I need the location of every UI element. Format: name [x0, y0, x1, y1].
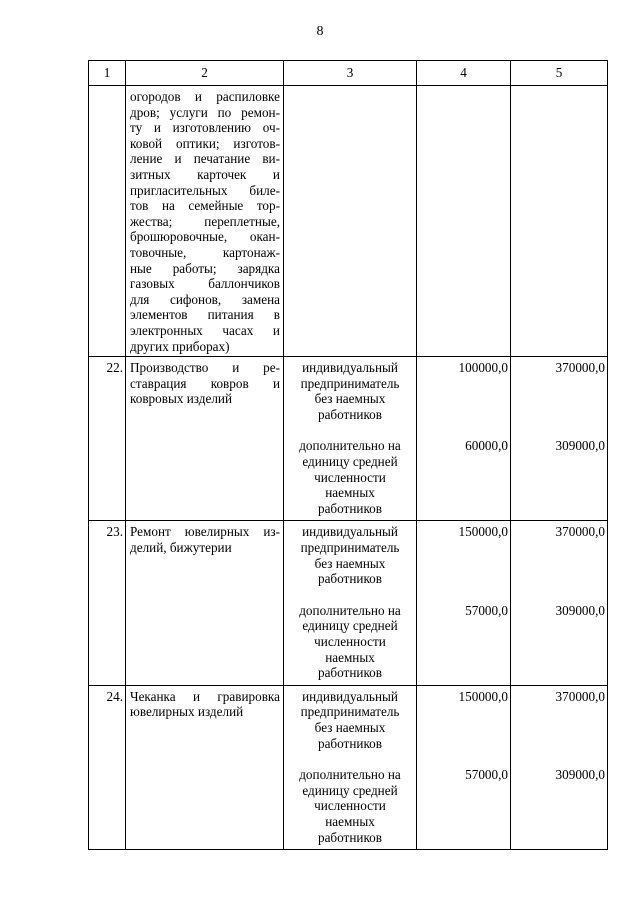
row-number: 24. [89, 685, 126, 849]
category-line: индивидуальный [302, 688, 398, 704]
text-line: тов на семейные тор- [130, 198, 280, 214]
tariff-table [88, 60, 608, 850]
text-line: делий, бижутерии [130, 540, 232, 556]
category-line: работников [317, 406, 382, 422]
value-col5: 309000,0 [555, 767, 605, 783]
text-line: дров; услуги по ремон- [130, 104, 280, 120]
category-line: предприниматель [300, 375, 400, 391]
taxpayer-category-cell [284, 357, 417, 521]
category-line: наемных [325, 485, 375, 501]
header-col-5: 5 [511, 61, 608, 86]
value-col4-cell [417, 685, 511, 849]
value-col5-cell [511, 521, 608, 685]
value-col4: 150000,0 [458, 688, 508, 704]
category-line: работников [317, 735, 382, 751]
text-line: других приборах) [130, 338, 230, 354]
value-col5: 370000,0 [555, 688, 605, 704]
header-col-4: 4 [417, 61, 511, 86]
taxpayer-category [284, 686, 416, 764]
taxpayer-category [284, 600, 416, 685]
text-line: ление и печатание ви- [130, 151, 280, 167]
value-col5: 370000,0 [555, 524, 605, 540]
value-col4: 100000,0 [458, 360, 508, 376]
text-line: Ремонт ювелирных из- [130, 524, 280, 540]
category-line: предприниматель [300, 540, 400, 556]
table-row [89, 521, 608, 685]
text-line: пригласительных биле- [130, 182, 280, 198]
category-line: наемных [325, 814, 375, 830]
row-number: 22. [89, 357, 126, 521]
category-line: работников [317, 665, 382, 681]
header-col-3: 3 [284, 61, 417, 86]
category-line: единицу средней [302, 618, 398, 634]
text-line: брошюровочные, окан- [130, 229, 280, 245]
value-col5-cell [511, 685, 608, 849]
table-row [89, 357, 608, 521]
header-col-1: 1 [89, 61, 126, 86]
category-line: численности [314, 469, 386, 485]
text-line: ту и изготовлению оч- [130, 120, 280, 136]
taxpayer-category [284, 521, 416, 599]
text-line: Производство и ре- [130, 360, 280, 376]
table-row [89, 685, 608, 849]
category-line: работников [317, 829, 382, 845]
taxpayer-category [284, 764, 416, 849]
text-line: огородов и распиловке [130, 89, 280, 104]
category-line: работников [317, 500, 382, 516]
value-col5: 309000,0 [555, 602, 605, 618]
taxpayer-category-cell [284, 685, 417, 849]
category-line: без наемных [314, 555, 386, 571]
text-line: ставрация ковров и [130, 375, 280, 391]
category-line: единицу средней [302, 454, 398, 470]
row-number: 23. [89, 521, 126, 685]
text-line: ювелирных изделий [130, 704, 244, 720]
taxpayer-category [284, 357, 416, 435]
category-line: дополнительно на [299, 767, 401, 783]
value-col5: 370000,0 [555, 360, 605, 376]
value-col4-cell [417, 357, 511, 521]
text-line: зитных карточек и [130, 166, 280, 182]
value-col5: 309000,0 [555, 438, 605, 454]
text-line: Чеканка и гравировка [130, 688, 280, 704]
taxpayer-category-cell [284, 521, 417, 685]
value-col4: 57000,0 [465, 602, 508, 618]
category-line: единицу средней [302, 782, 398, 798]
value-col4: 57000,0 [465, 767, 508, 783]
service-name [126, 357, 284, 521]
taxpayer-category [284, 435, 416, 520]
table-header-row [89, 61, 608, 86]
text-line: электронных часах и [130, 322, 280, 338]
category-line: численности [314, 798, 386, 814]
text-line: газовых баллончиков [130, 276, 280, 292]
service-name [126, 685, 284, 849]
text-line: ковровых изделий [130, 391, 233, 407]
table-row-continuation [89, 86, 608, 357]
category-line: индивидуальный [302, 524, 398, 540]
category-line: индивидуальный [302, 360, 398, 376]
header-col-2: 2 [126, 61, 284, 86]
category-line: без наемных [314, 391, 386, 407]
value-col4-cell [417, 521, 511, 685]
text-line: товочные, картонаж- [130, 244, 280, 260]
value-col4: 60000,0 [465, 438, 508, 454]
text-line: ковой оптики; изготов- [130, 135, 280, 151]
page-number: 8 [316, 24, 324, 39]
category-line: наемных [325, 649, 375, 665]
service-name [126, 521, 284, 685]
category-line: без наемных [314, 720, 386, 736]
category-line: численности [314, 634, 386, 650]
value-col4: 150000,0 [458, 524, 508, 540]
category-line: дополнительно на [299, 602, 401, 618]
text-line: жества; переплетные, [130, 213, 280, 229]
text-line: элементов питания в [130, 307, 280, 323]
category-line: предприниматель [300, 704, 400, 720]
category-line: работников [317, 571, 382, 587]
value-col5-cell [511, 357, 608, 521]
text-line: ные работы; зарядка [130, 260, 280, 276]
category-line: дополнительно на [299, 438, 401, 454]
continuation-text [126, 86, 284, 357]
text-line: для сифонов, замена [130, 291, 280, 307]
